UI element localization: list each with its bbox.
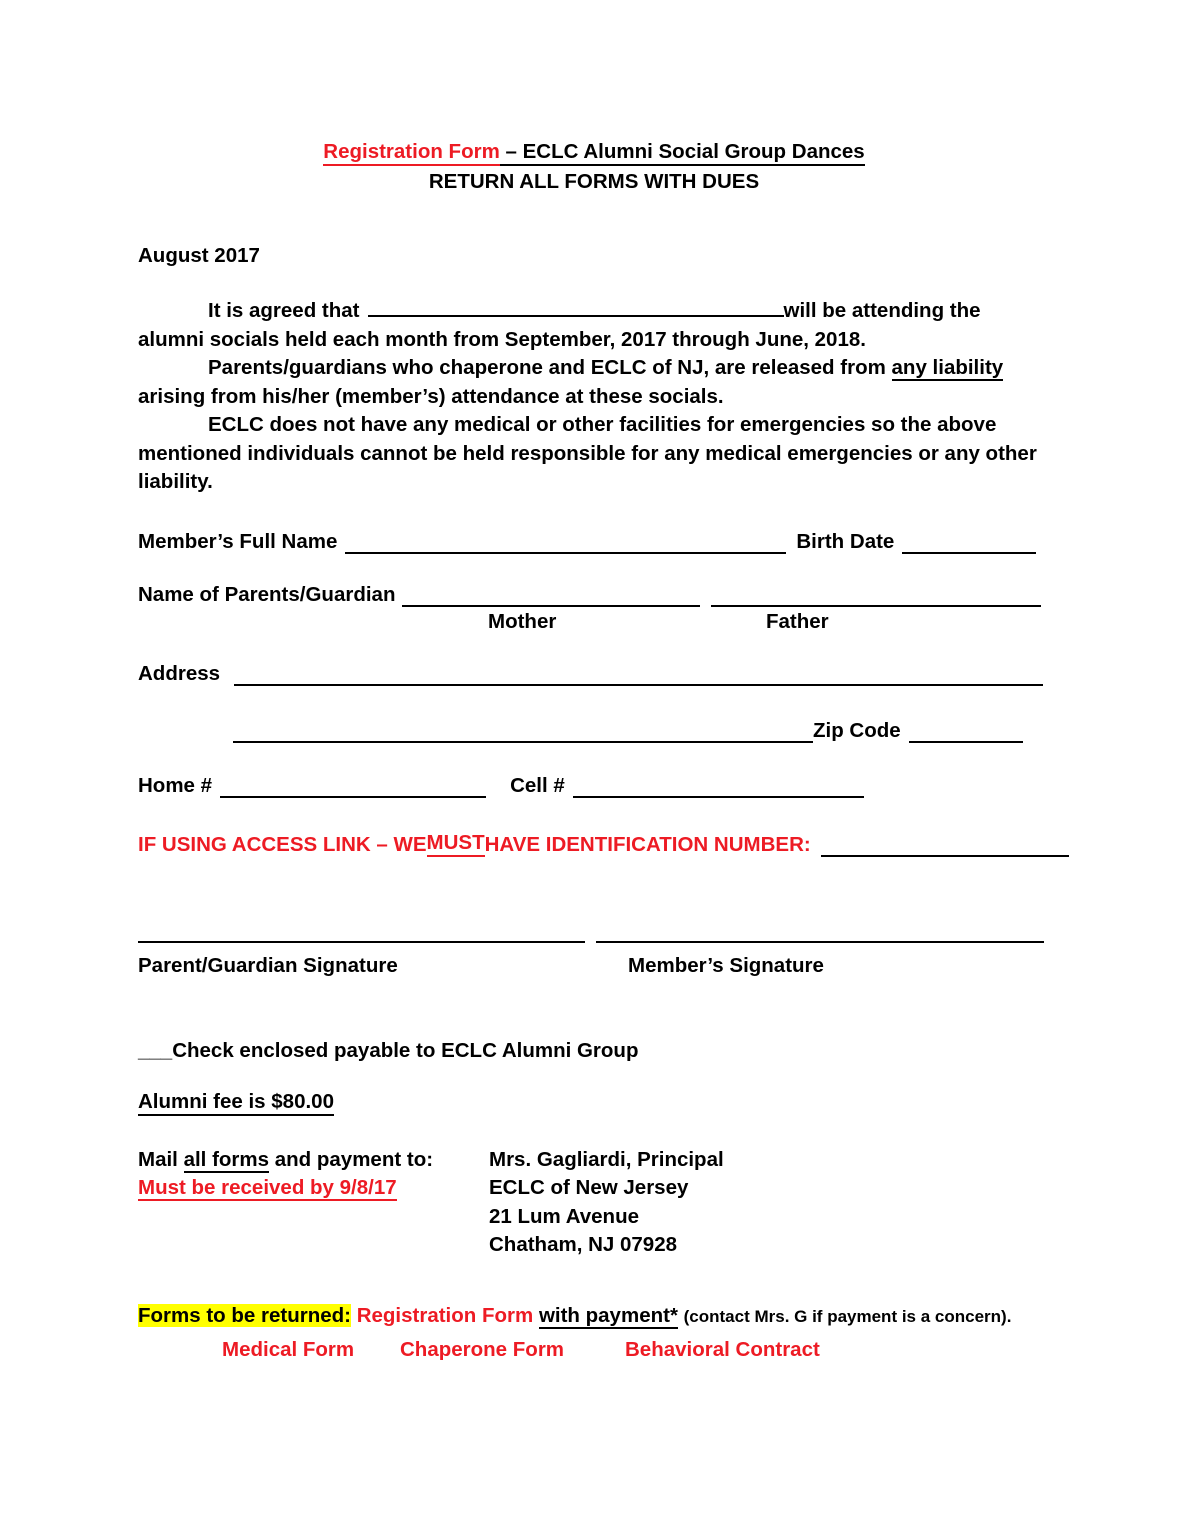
access-link-row: [138, 831, 1050, 857]
deadline-text: Must be received by 9/8/17: [138, 1176, 397, 1199]
mailing-address: [489, 1146, 724, 1260]
identification-number-input-line[interactable]: [821, 835, 1069, 857]
address-line-4: Chatham, NJ 07928: [489, 1233, 678, 1256]
parents-guardian-label: Name of Parents/Guardian: [138, 582, 396, 606]
father-label: Father: [766, 609, 829, 633]
address-row: [138, 662, 1050, 686]
signature-lines: [138, 941, 1050, 947]
zip-code-label: Zip Code: [813, 718, 901, 742]
with-payment-underlined: with payment*: [538, 1303, 678, 1327]
signature-labels: [138, 954, 1050, 982]
any-liability-underlined: any liability: [891, 356, 1004, 379]
cell-phone-label: Cell #: [510, 773, 565, 797]
alumni-fee-label: Alumni fee is $80.00: [138, 1090, 334, 1116]
registration-form-label: Registration Form: [356, 1303, 534, 1327]
member-name-label: Member’s Full Name: [138, 529, 338, 553]
home-phone-label: Home #: [138, 773, 213, 797]
access-link-must-underlined: MUST: [427, 831, 485, 857]
parent-sublabels: [138, 610, 1050, 636]
zip-code-input-line[interactable]: [909, 721, 1023, 743]
check-enclosed-row[interactable]: [138, 1039, 1050, 1063]
address-line-1: Mrs. Gagliardi, Principal: [489, 1147, 724, 1171]
address-line2-input-line[interactable]: [233, 721, 813, 743]
mother-label: Mother: [488, 609, 557, 633]
paragraph-3: [138, 411, 1050, 497]
document-date: August 2017: [138, 244, 260, 267]
forms-to-return-section: [138, 1300, 1050, 1364]
required-forms-row: [138, 1334, 1050, 1364]
mailing-left-column: [138, 1146, 433, 1203]
forms-to-return-line: [138, 1300, 1050, 1332]
member-name-blank-inline[interactable]: [368, 298, 784, 317]
mailing-instructions: [138, 1146, 1050, 1268]
birth-date-label: Birth Date: [796, 529, 895, 553]
forms-returned-highlight: Forms to be returned:: [138, 1303, 351, 1327]
agreed-suffix: will be attending the: [783, 299, 981, 322]
parent-signature-line[interactable]: [138, 941, 585, 943]
cell-phone-input-line[interactable]: [573, 776, 864, 798]
release-prefix: Parents/guardians who chaperone and ECLC of NJ, are released from: [208, 356, 892, 379]
paragraph-1: [138, 297, 1050, 354]
title-black-part: – ECLC Alumni Social Group Dances: [500, 140, 865, 166]
document-subtitle: RETURN ALL FORMS WITH DUES: [428, 169, 760, 193]
payment-concern-note: (contact Mrs. G if payment is a concern).: [683, 1306, 1012, 1326]
parent-signature-label: Parent/Guardian Signature: [138, 953, 398, 977]
title-red-part: Registration Form: [323, 140, 500, 166]
member-name-row: [138, 530, 1050, 554]
mail-forms-line: [138, 1146, 433, 1175]
father-input-line[interactable]: [711, 585, 1041, 607]
address-label: Address: [138, 661, 221, 685]
agreement-text: [138, 297, 1050, 497]
document-body: [138, 0, 1050, 1364]
address-line-3: 21 Lum Avenue: [489, 1204, 639, 1228]
agreed-prefix: It is agreed that: [208, 299, 360, 322]
address-input-line[interactable]: [234, 664, 1043, 686]
member-signature-line[interactable]: [596, 941, 1044, 943]
address-line2-row: [138, 719, 1050, 743]
parents-guardian-row: [138, 583, 1050, 607]
member-signature-label: Member’s Signature: [628, 953, 824, 977]
mail-suffix: and payment to:: [269, 1147, 434, 1171]
home-phone-input-line[interactable]: [220, 776, 486, 798]
paragraph-3-line-3: liability.: [138, 470, 213, 493]
paragraph-3-line-2: mentioned individuals cannot be held responsible for any medical emergencies or any other: [138, 441, 1037, 465]
alumni-fee-row: [138, 1090, 1050, 1116]
all-forms-underlined: all forms: [183, 1147, 270, 1171]
member-name-input-line[interactable]: [345, 532, 786, 554]
access-link-text-part2: HAVE IDENTIFICATION NUMBER:: [484, 832, 811, 856]
document-title: [138, 142, 1050, 163]
medical-form-label: Medical Form: [222, 1337, 355, 1361]
behavioral-contract-label: Behavioral Contract: [625, 1337, 820, 1361]
mail-prefix: Mail: [138, 1147, 184, 1171]
mother-input-line[interactable]: [402, 585, 700, 607]
paragraph-2-line-2: arising from his/her (member’s) attendance at these socials.: [138, 384, 724, 408]
chaperone-form-label: Chaperone Form: [400, 1337, 565, 1361]
address-line-2: ECLC of New Jersey: [489, 1176, 689, 1199]
paragraph-3-line-1: ECLC does not have any medical or other facilities for emergencies so the above: [208, 413, 997, 436]
paragraph-2: [138, 354, 1050, 411]
check-enclosed-label: ___Check enclosed payable to ECLC Alumni Group: [138, 1038, 639, 1062]
paragraph-1-line-2: alumni socials held each month from September, 2017 through June, 2018.: [138, 327, 866, 351]
phone-row: [138, 774, 1050, 798]
birth-date-input-line[interactable]: [902, 532, 1036, 554]
deadline-line: [138, 1174, 433, 1203]
access-link-text-part1: IF USING ACCESS LINK – WE: [138, 832, 427, 856]
